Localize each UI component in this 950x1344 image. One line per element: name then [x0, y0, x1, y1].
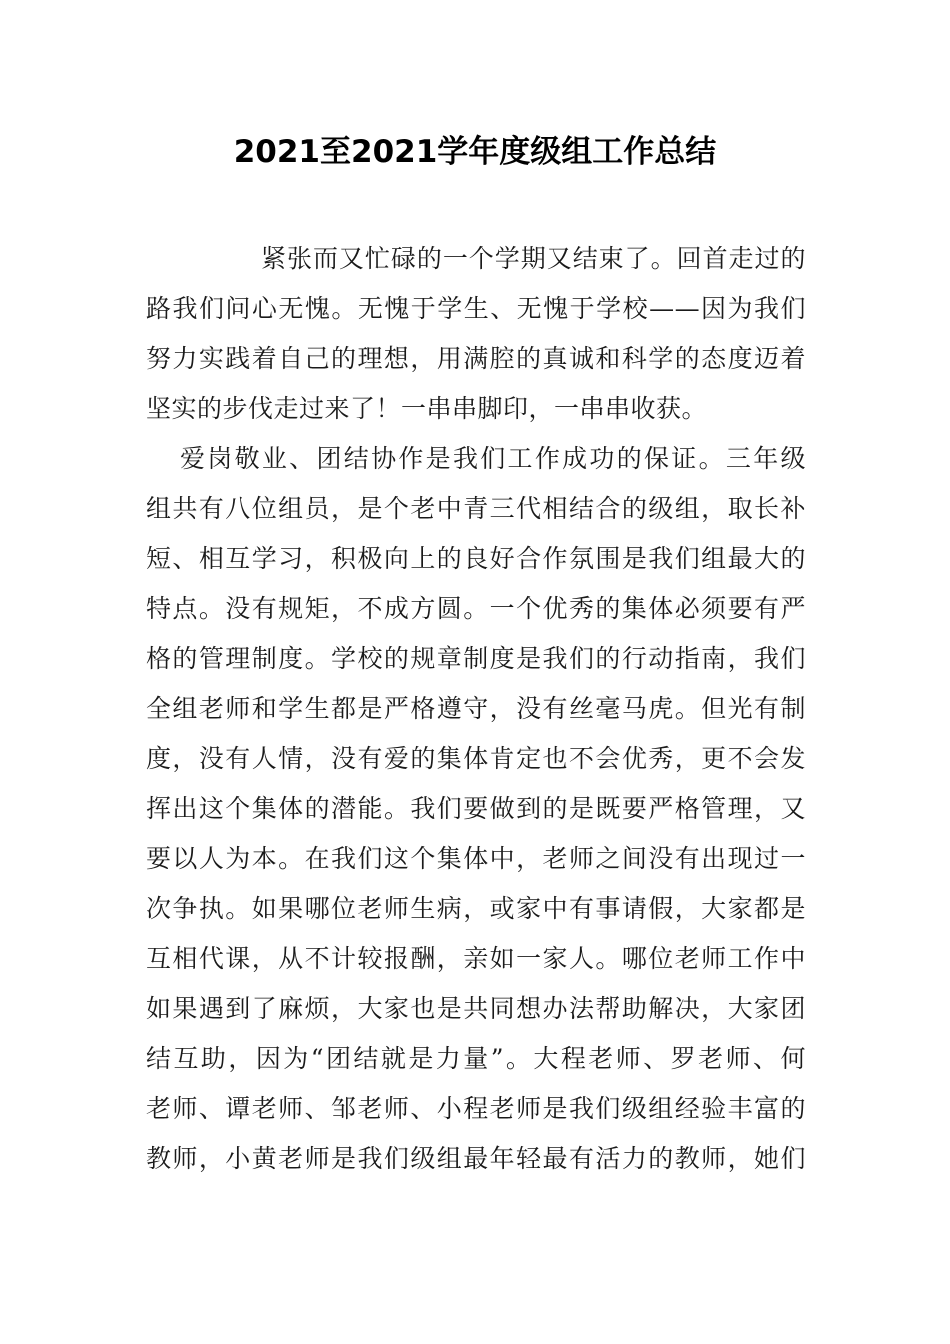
- text-line: 坚实的步伐走过来了！一串串脚印，一串串收获。: [146, 394, 708, 423]
- document-title: 2021至2021学年度级组工作总结: [233, 134, 717, 170]
- text-line: 要以人为本。在我们这个集体中，老师之间没有出现过一: [146, 844, 806, 873]
- text-line: 全组老师和学生都是严格遵守，没有丝毫马虎。但光有制: [146, 694, 806, 723]
- text-line: 挥出这个集体的潜能。我们要做到的是既要严格管理，又: [146, 794, 806, 823]
- text-line: 格的管理制度。学校的规章制度是我们的行动指南，我们: [146, 644, 806, 673]
- text-line: 教师，小黄老师是我们级组最年轻最有活力的教师，她们: [146, 1144, 806, 1173]
- text-line: 短、相互学习，积极向上的良好合作氛围是我们组最大的: [146, 544, 806, 573]
- text-line: 度，没有人情，没有爱的集体肯定也不会优秀，更不会发: [146, 744, 806, 773]
- paragraph-2: [146, 434, 806, 1184]
- text-line: 互相代课，从不计较报酬，亲如一家人。哪位老师工作中: [146, 944, 806, 973]
- text-line: 次争执。如果哪位老师生病，或家中有事请假，大家都是: [146, 894, 806, 923]
- text-line: 老师、谭老师、邹老师、小程老师是我们级组经验丰富的: [146, 1094, 806, 1123]
- text-line: 路我们问心无愧。无愧于学生、无愧于学校——因为我们: [146, 294, 806, 323]
- paragraph-1: [146, 234, 806, 434]
- document-body: [146, 234, 806, 1184]
- text-line: 努力实践着自己的理想，用满腔的真诚和科学的态度迈着: [146, 344, 806, 373]
- text-line: 如果遇到了麻烦，大家也是共同想办法帮助解决，大家团: [146, 994, 806, 1023]
- text-line: 紧张而又忙碌的一个学期又结束了。回首走过的: [261, 244, 806, 273]
- text-line: 爱岗敬业、团结协作是我们工作成功的保证。三年级: [180, 444, 806, 473]
- text-line: 组共有八位组员，是个老中青三代相结合的级组，取长补: [146, 494, 806, 523]
- text-line: 结互助，因为“团结就是力量”。大程老师、罗老师、何: [146, 1044, 806, 1073]
- text-line: 特点。没有规矩，不成方圆。一个优秀的集体必须要有严: [146, 594, 806, 623]
